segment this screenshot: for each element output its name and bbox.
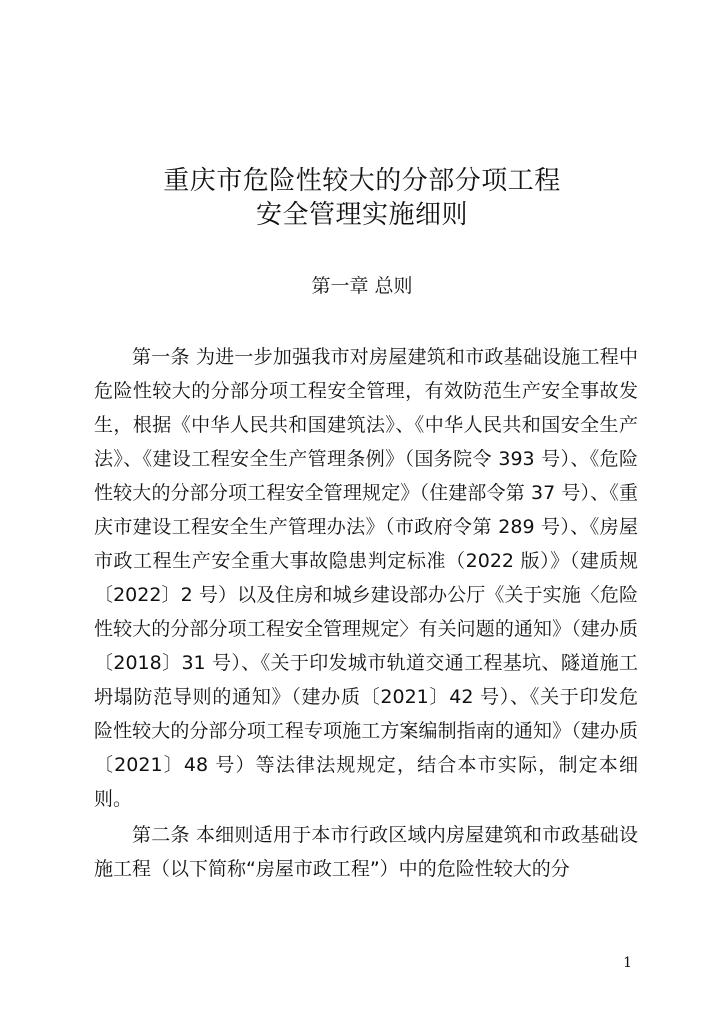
document-title-line-1: 重庆市危险性较大的分部分项工程 (163, 166, 561, 196)
document-title-line-2: 安全管理实施细则 (255, 200, 468, 230)
chapter-heading: 第一章 总则 (311, 275, 413, 297)
page-number: 1 (623, 955, 632, 971)
article-1-paragraph: 第一条 为进一步加强我市对房屋建筑和市政基础设施工程中危险性较大的分部分项工程安全管理，有效防范生产安全事故发生，根据《中华人民共和国建筑法》、《中华人民共和国安全生产法》、《建设工程安全生产管理条例》（国务院令 393 号）、《危险性较大的分部分项工程安全管理规定》（住建部令第 37 号）、《重庆市建设工程安全生产管理办法》（市政府令第 289 号）、《房屋市政工程生产安全重大事故隐患判定标准（2022 版）》（建质规〔2022〕2 号）以及住房和城乡建设部办公厅《关于实施〈危险性较大的分部分项工程安全管理规定〉有关问题的通知》（建办质〔2018〕31 号）、《关于印发城市轨道交通工程基坑、隧道施工坍塌防范导则的通知》（建办质〔2021〕42 号）、《关于印发危险性较大的分部分项工程专项施工方案编制指南的通知》（建办质〔2021〕48 号）等法律法规规定，结合本市实际，制定本细则。 (94, 346, 638, 810)
article-2-paragraph: 第二条 本细则适用于本市行政区域内房屋建筑和市政基础设施工程（以下简称“房屋市政工程”）中的危险性较大的分 (94, 824, 638, 880)
